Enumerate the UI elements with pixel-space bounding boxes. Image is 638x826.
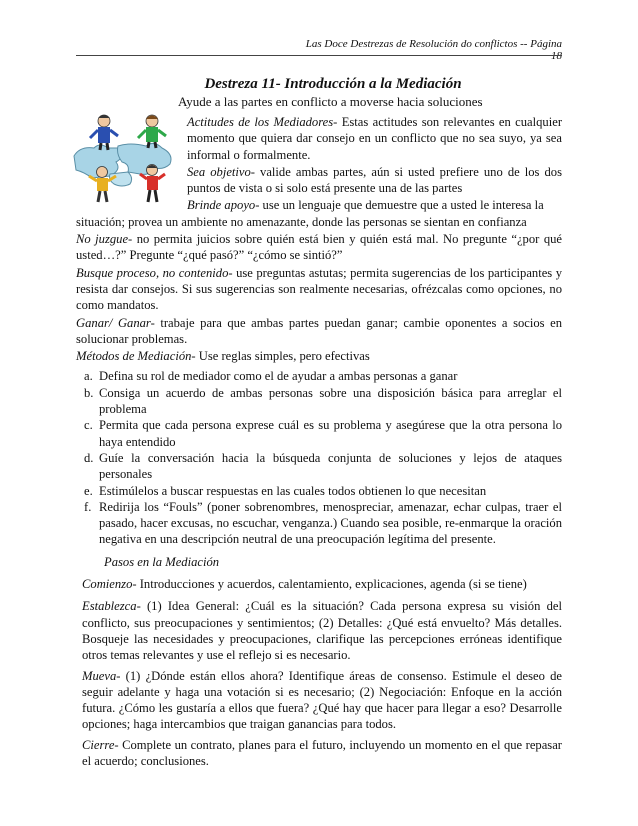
methods-list [76,368,562,547]
page-subtitle: Ayude a las partes en conflicto a moverse hacia soluciones [178,94,483,109]
term-label: Establezca- [82,599,141,614]
list-item [76,450,562,483]
paragraph-text: (1) ¿Dónde están ellos ahora? Identifique áreas de consenso. Estimule el deseo de seguir adelante y haga una votación si es necesario; (2) Negociación: Enfoque en la acción futura. ¿Cómo les gustaría a ellos que fuera? ¿Qué hay que hacer para llegar a eso? Desarrolle opciones; haga intercambios que traigan ganancias para todos. [82,668,562,732]
list-item-text: Defina su rol de mediador como el de ayudar a ambas personas a ganar [99,369,458,384]
list-item-text: Consiga un acuerdo de ambas personas sobre una disposición básica para arreglar el problema [99,385,562,417]
list-item [76,483,562,499]
list-marker: b. [84,385,94,400]
paragraph-text: valide ambas partes, aún si usted prefiere uno de los dos puntos de vista o si solo está presente una de las partes [187,164,563,196]
paragraph-no-juzgue [76,231,562,264]
step-cierre [82,737,562,770]
term-label: No juzgue- [76,232,133,247]
paragraph-text: no permita juicios sobre quién está bien y quién está mal. No pregunte “¿por qué usted…?” Pregunte “¿qué pasó?” “¿cómo se sintió?” [76,232,563,263]
step-establezca [82,598,562,663]
document-body [76,114,562,769]
list-item [76,385,562,418]
term-label: Busque proceso, no contenido- [76,265,233,280]
list-item-text: Permita que cada persona exprese cuál es su problema y asegúrese que la otra persona lo haya entendido [99,418,562,449]
list-item-text: Estimúlelos a buscar respuestas en las cuales todos obtienen lo que necesitan [99,483,487,498]
list-item [76,417,562,450]
paragraph-busque-proceso [76,265,562,314]
paragraph-text: use preguntas astutas; permita sugerencias de los participantes y resista dar consejos. Si sus sugerencias son realmente necesarias, ofrézcalas como opciones, no como mandatos. [76,265,562,313]
paragraph-text: Use reglas simples, pero efectivas [195,349,370,364]
list-marker: c. [84,418,93,433]
paragraph-metodos [76,348,562,364]
list-item-text: Redirija los “Fouls” (poner sobrenombres, menospreciar, amenazar, echar culpas, traer el pasado, hacer excusas, no escuchar, venganza.) Cuando sea posible, re-enmarque la oración negativa en una descripción neutral de una preocupación legítima del presente. [99,499,562,547]
paragraph-text: Introducciones y acuerdos, calentamiento, explicaciones, agenda (si se tiene) [136,577,527,592]
term-label: Sea objetivo- [187,164,255,179]
term-label: Ganar/ Ganar- [76,315,155,330]
steps-heading: Pasos en la Mediación [104,554,220,569]
term-label: Mueva- [82,668,121,683]
term-label: Brinde apoyo- [187,198,260,213]
paragraph-ganar-ganar [76,315,562,348]
step-mueva [82,668,562,733]
list-marker: e. [84,483,93,498]
list-marker: d. [84,450,94,465]
paragraph-sea-objetivo [76,164,562,197]
list-marker: f. [84,499,92,514]
paragraph-text: (1) Idea General: ¿Cuál es la situación? Cada persona expresa su visión del conflicto, sus preocupaciones y sentimientos; (2) Detalles: ¿Qué está envuelto? Más detalles. Bosqueje las necesidades y preocupaciones, clarifique las percepciones erróneas identifique otros temas relevantes y use el reflejo si es necesario. [82,599,562,663]
term-label: Métodos de Mediación- [76,349,196,364]
page-title: Destreza 11- Introducción a la Mediación [204,76,462,92]
paragraph-brinde-apoyo-continued: situación; provea un ambiente no amenazante, donde las personas se sientan en confianza [76,214,527,229]
list-item-text: Guíe la conversación hacia la búsqueda conjunta de soluciones y lejos de ataques personales [99,450,562,482]
paragraph-brinde-apoyo [76,197,562,213]
paragraph-actitudes [76,114,562,163]
step-comienzo [82,576,562,592]
list-item [76,499,562,548]
term-label: Actitudes de los Mediadores- [187,115,338,129]
list-item [76,368,562,384]
list-marker: a. [84,369,93,384]
paragraph-text: use un lenguaje que demuestre que a usted le interesa la [259,198,544,213]
term-label: Cierre- [82,737,119,752]
term-label: Comienzo- [82,577,137,592]
paragraph-text: Estas actitudes son relevantes en cualquier momento que quiera dar consejo en un conflicto que no sea suyo, ya sea informal o formalmente. [187,115,563,162]
running-header: Las Doce Destrezas de Resolución do conflictos -- Página 18 [305,38,562,62]
paragraph-text: Complete un contrato, planes para el futuro, incluyendo un momento en el que repasar el acuerdo; conclusiones. [82,737,562,768]
paragraph-text: trabaje para que ambas partes puedan ganar; cambie oponentes a socios en solucionar problemas. [76,315,562,346]
header-rule [76,55,562,56]
